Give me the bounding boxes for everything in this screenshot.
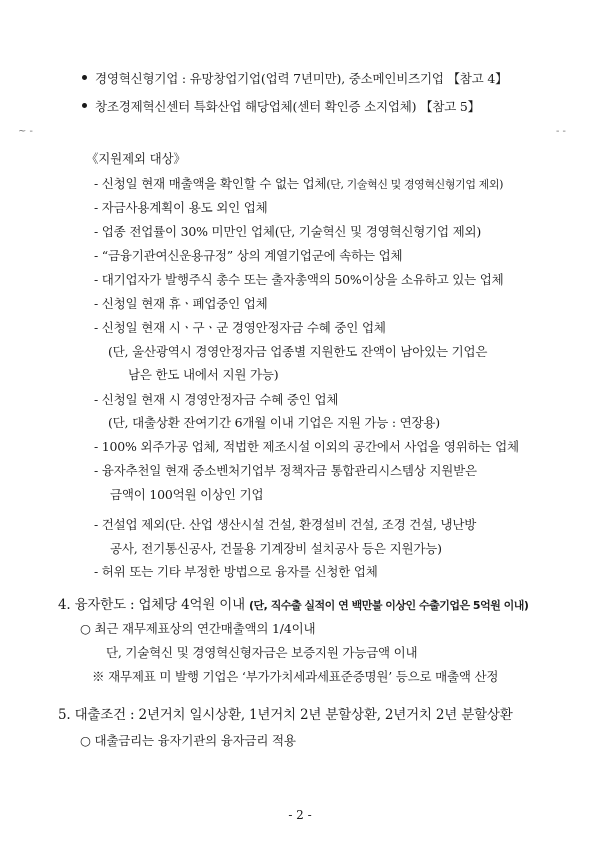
bullet-dot	[82, 75, 87, 80]
exclusion-item: - 건설업 제외(단. 산업 생산시설 건설, 환경설비 건설, 조경 건설, 냉난방	[94, 517, 477, 532]
page-number: - 2 -	[288, 808, 312, 822]
exclusion-item-continuation: 공사, 전기통신공사, 건물용 기계장비 설치공사 등은 지원가능)	[110, 541, 442, 556]
exclusion-item-continuation: (단, 울산광역시 경영안정자금 업종별 지원한도 잔액이 남아있는 기업은	[108, 344, 488, 359]
bullet-item-creative-center: 창조경제혁신센터 특화산업 해당업체(센터 확인증 소지업체) 【참고 5】	[82, 98, 480, 116]
exclusion-item: - 자금사용계획이 용도 외인 업체	[94, 200, 268, 215]
section-4-title: 4. 융자한도 : 업체당 4억원 이내 (단, 직수출 실적이 연 백만불 이상인 수출기업은 5억원 이내)	[58, 597, 529, 613]
bullet-item-innovation: 경영혁신형기업 : 유망창업기업(업력 7년미만), 중소메인비즈기업 【참고 4】	[82, 70, 507, 88]
section-4-title-note: (단, 직수출 실적이 연 백만불 이상인 수출기업은 5억원 이내)	[249, 599, 529, 612]
exclusion-item: - 100% 외주가공 업체, 적법한 제조시설 이외의 공간에서 사업을 영위하는 업체	[94, 439, 519, 454]
exclusion-item: - “금융기관여신운용규정” 상의 계열기업군에 속하는 업체	[94, 248, 403, 263]
exclusion-heading: 《지원제외 대상》	[86, 151, 186, 166]
exclusion-item-continuation: 금액이 100억원 이상인 기업	[110, 487, 264, 502]
section-4-note: ※ 재무제표 미 발행 기업은 ‘부가가치세과세표준증명원’ 등으로 매출액 산정	[92, 669, 499, 684]
exclusion-item: - 신청일 현재 시ㆍ구ㆍ군 경영안정자금 수혜 중인 업체	[94, 320, 386, 335]
exclusion-item: - 신청일 현재 시 경영안정자금 수혜 중인 업체	[94, 392, 339, 407]
exclusion-item: - 대기업자가 발행주식 총수 또는 출자총액의 50%이상을 소유하고 있는 업체	[94, 272, 504, 287]
exclusion-item: - 허위 또는 기타 부정한 방법으로 융자를 신청한 업체	[94, 564, 378, 579]
section-4-line: 단, 기술혁신 및 경영혁신형자금은 보증지원 가능금액 이내	[106, 645, 418, 660]
section-4-line: ○ 최근 재무제표상의 연간매출액의 1/4이내	[80, 621, 316, 636]
exclusion-item: - 업종 전업률이 30% 미만인 업체(단, 기술혁신 및 경영혁신형기업 제외)	[94, 224, 482, 239]
margin-mark-right: - -	[556, 126, 566, 137]
exclusion-item-continuation: 남은 한도 내에서 지원 가능)	[128, 367, 279, 382]
exclusion-item: - 융자추천일 현재 중소벤처기업부 정책자금 통합관리시스템상 지원받은	[94, 463, 477, 478]
section-5-title: 5. 대출조건 : 2년거치 일시상환, 1년거치 2년 분할상환, 2년거치 2년 분할상환	[58, 707, 513, 723]
exclusion-item: - 신청일 현재 휴ㆍ폐업중인 업체	[94, 296, 268, 311]
section-5-line: ○ 대출금리는 융자기관의 융자금리 적용	[80, 733, 296, 748]
exclusion-item: - 신청일 현재 매출액을 확인할 수 없는 업체(단, 기술혁신 및 경영혁신형기업 제외)	[94, 176, 503, 191]
bullet-dot	[82, 103, 87, 108]
exclusion-item-continuation: (단, 대출상환 잔여기간 6개월 이내 기업은 지원 가능 : 연장용)	[108, 415, 440, 430]
margin-mark-left: ~ -	[18, 126, 33, 137]
